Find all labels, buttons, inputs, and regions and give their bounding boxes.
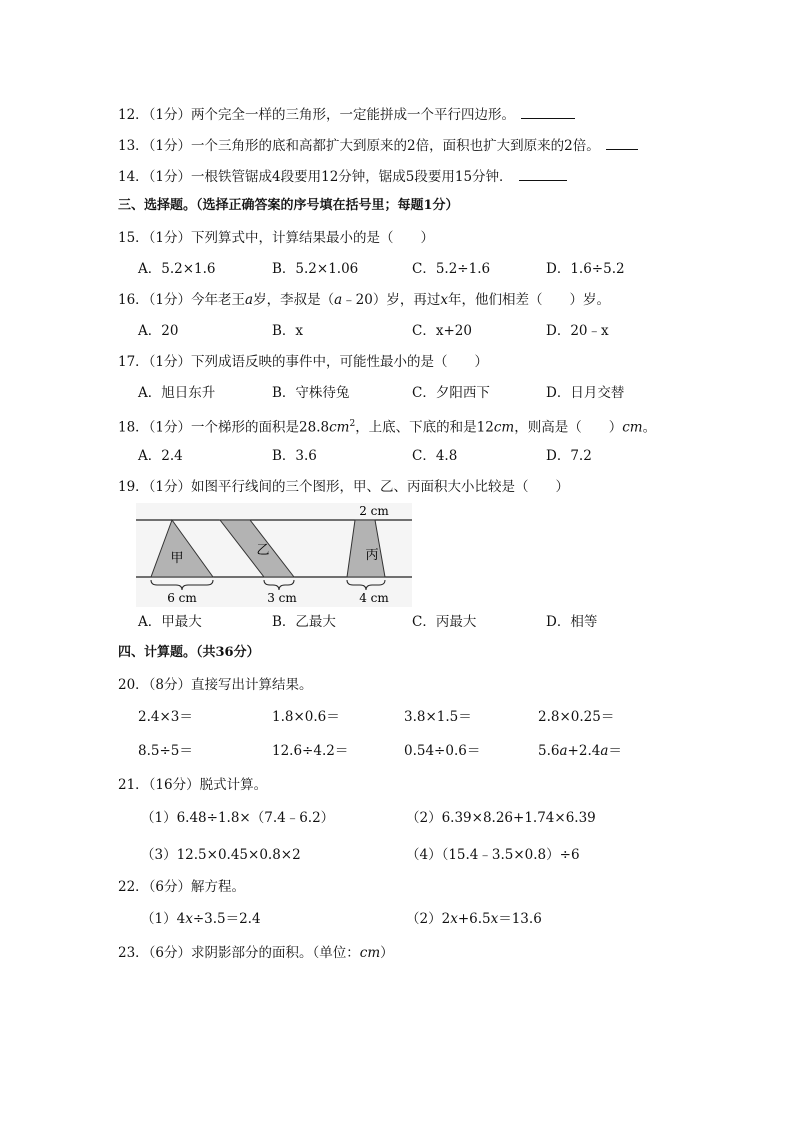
q19-option-c[interactable]: C．丙最大: [412, 614, 477, 630]
q19-option-d[interactable]: D．相等: [546, 614, 598, 630]
q17-option-c[interactable]: C．夕阳西下: [412, 385, 490, 401]
question-12: [118, 104, 575, 125]
q17-option-b[interactable]: B．守株待兔: [272, 385, 350, 401]
question-22-stem: 22．（6分）解方程。: [118, 879, 246, 895]
q19-option-a[interactable]: A．甲最大: [138, 614, 202, 630]
label-yi: 乙: [256, 543, 270, 558]
q20-item-2: 1.8×0.6＝: [272, 709, 340, 725]
q22-item-1: （1）4x÷3.5＝2.4: [141, 911, 261, 927]
q16-option-b[interactable]: B．x: [272, 323, 304, 339]
q16-option-d[interactable]: D．20﹣x: [546, 323, 609, 339]
q18-option-b[interactable]: B．3.6: [272, 448, 317, 464]
q21-item-3: （3）12.5×0.45×0.8×2: [141, 847, 301, 863]
label-bing: 丙: [365, 548, 379, 563]
section-4-title: 四、计算题。（共36分）: [118, 645, 260, 660]
q15-option-c[interactable]: C．5.2÷1.6: [412, 261, 491, 277]
q20-item-4: 2.8×0.25＝: [538, 709, 615, 725]
dim-bing-top: 2 cm: [359, 504, 389, 518]
question-13-text: 13．（1分）一个三角形的底和高都扩大到原来的2倍，面积也扩大到原来的2倍。: [118, 138, 600, 154]
q15-option-d[interactable]: D．1.6÷5.2: [546, 261, 625, 277]
question-23-stem: 23．（6分）求阴影部分的面积。（单位：cm）: [118, 945, 394, 961]
question-14: [118, 166, 567, 187]
question-15-stem: 15．（1分）下列算式中，计算结果最小的是（ ）: [118, 230, 435, 246]
dim-bing-bottom: 4 cm: [359, 591, 389, 605]
q19-option-b[interactable]: B．乙最大: [272, 614, 336, 630]
q20-item-6: 12.6÷4.2＝: [272, 743, 349, 759]
q17-option-a[interactable]: A．旭日东升: [138, 385, 216, 401]
q16-option-c[interactable]: C．x+20: [412, 323, 472, 339]
q20-item-1: 2.4×3＝: [138, 709, 193, 725]
question-16-stem: 16．（1分）今年老王a岁，李叔是（a﹣20）岁，再过x年，他们相差（ ）岁。: [118, 292, 610, 308]
q20-item-3: 3.8×1.5＝: [404, 709, 472, 725]
question-12-text: 12．（1分）两个完全一样的三角形，一定能拼成一个平行四边形。: [118, 107, 516, 123]
q20-item-8: 5.6a+2.4a＝: [538, 743, 622, 759]
q21-item-4: （4）（15.4﹣3.5×0.8）÷6: [406, 847, 580, 863]
dim-yi: 3 cm: [267, 591, 297, 605]
q15-option-a[interactable]: A．5.2×1.6: [138, 261, 216, 277]
answer-blank-13[interactable]: [606, 135, 638, 150]
parallel-lines-figure: [136, 503, 412, 607]
question-21-stem: 21．（16分）脱式计算。: [118, 777, 268, 793]
question-17-stem: 17．（1分）下列成语反映的事件中，可能性最小的是（ ）: [118, 354, 489, 370]
question-18-stem: 18．（1分）一个梯形的面积是$28.8cm^2$，上底、下底的和是12cm，则高是（ ）cm。: [118, 419, 657, 436]
question-19-stem: 19．（1分）如图平行线间的三个图形，甲、乙、丙面积大小比较是（ ）: [118, 479, 570, 495]
q16-option-a[interactable]: A．20: [138, 323, 179, 339]
q15-option-b[interactable]: B．5.2×1.06: [272, 261, 359, 277]
question-14-text: 14．（1分）一根铁管锯成4段要用12分钟，锯成5段要用15分钟．: [118, 169, 513, 185]
section-3-title: 三、选择题。（选择正确答案的序号填在括号里；每题1分）: [118, 198, 459, 213]
q18-option-a[interactable]: A．2.4: [138, 448, 183, 464]
q18-option-c[interactable]: C．4.8: [412, 448, 458, 464]
q21-item-2: （2）6.39×8.26+1.74×6.39: [406, 810, 596, 826]
question-13: [118, 135, 638, 156]
dim-jia: 6 cm: [167, 591, 197, 605]
label-jia: 甲: [170, 551, 184, 566]
question-20-stem: 20．（8分）直接写出计算结果。: [118, 677, 313, 693]
q22-item-2: （2）2x+6.5x＝13.6: [406, 911, 542, 927]
q17-option-d[interactable]: D．日月交替: [546, 385, 625, 401]
answer-blank-12[interactable]: [521, 104, 575, 119]
q18-option-d[interactable]: D．7.2: [546, 448, 592, 464]
q20-item-5: 8.5÷5＝: [138, 743, 193, 759]
q20-item-7: 0.54÷0.6＝: [404, 743, 481, 759]
q21-item-1: （1）6.48÷1.8×（7.4﹣6.2）: [141, 810, 335, 826]
answer-blank-14[interactable]: [519, 166, 567, 181]
